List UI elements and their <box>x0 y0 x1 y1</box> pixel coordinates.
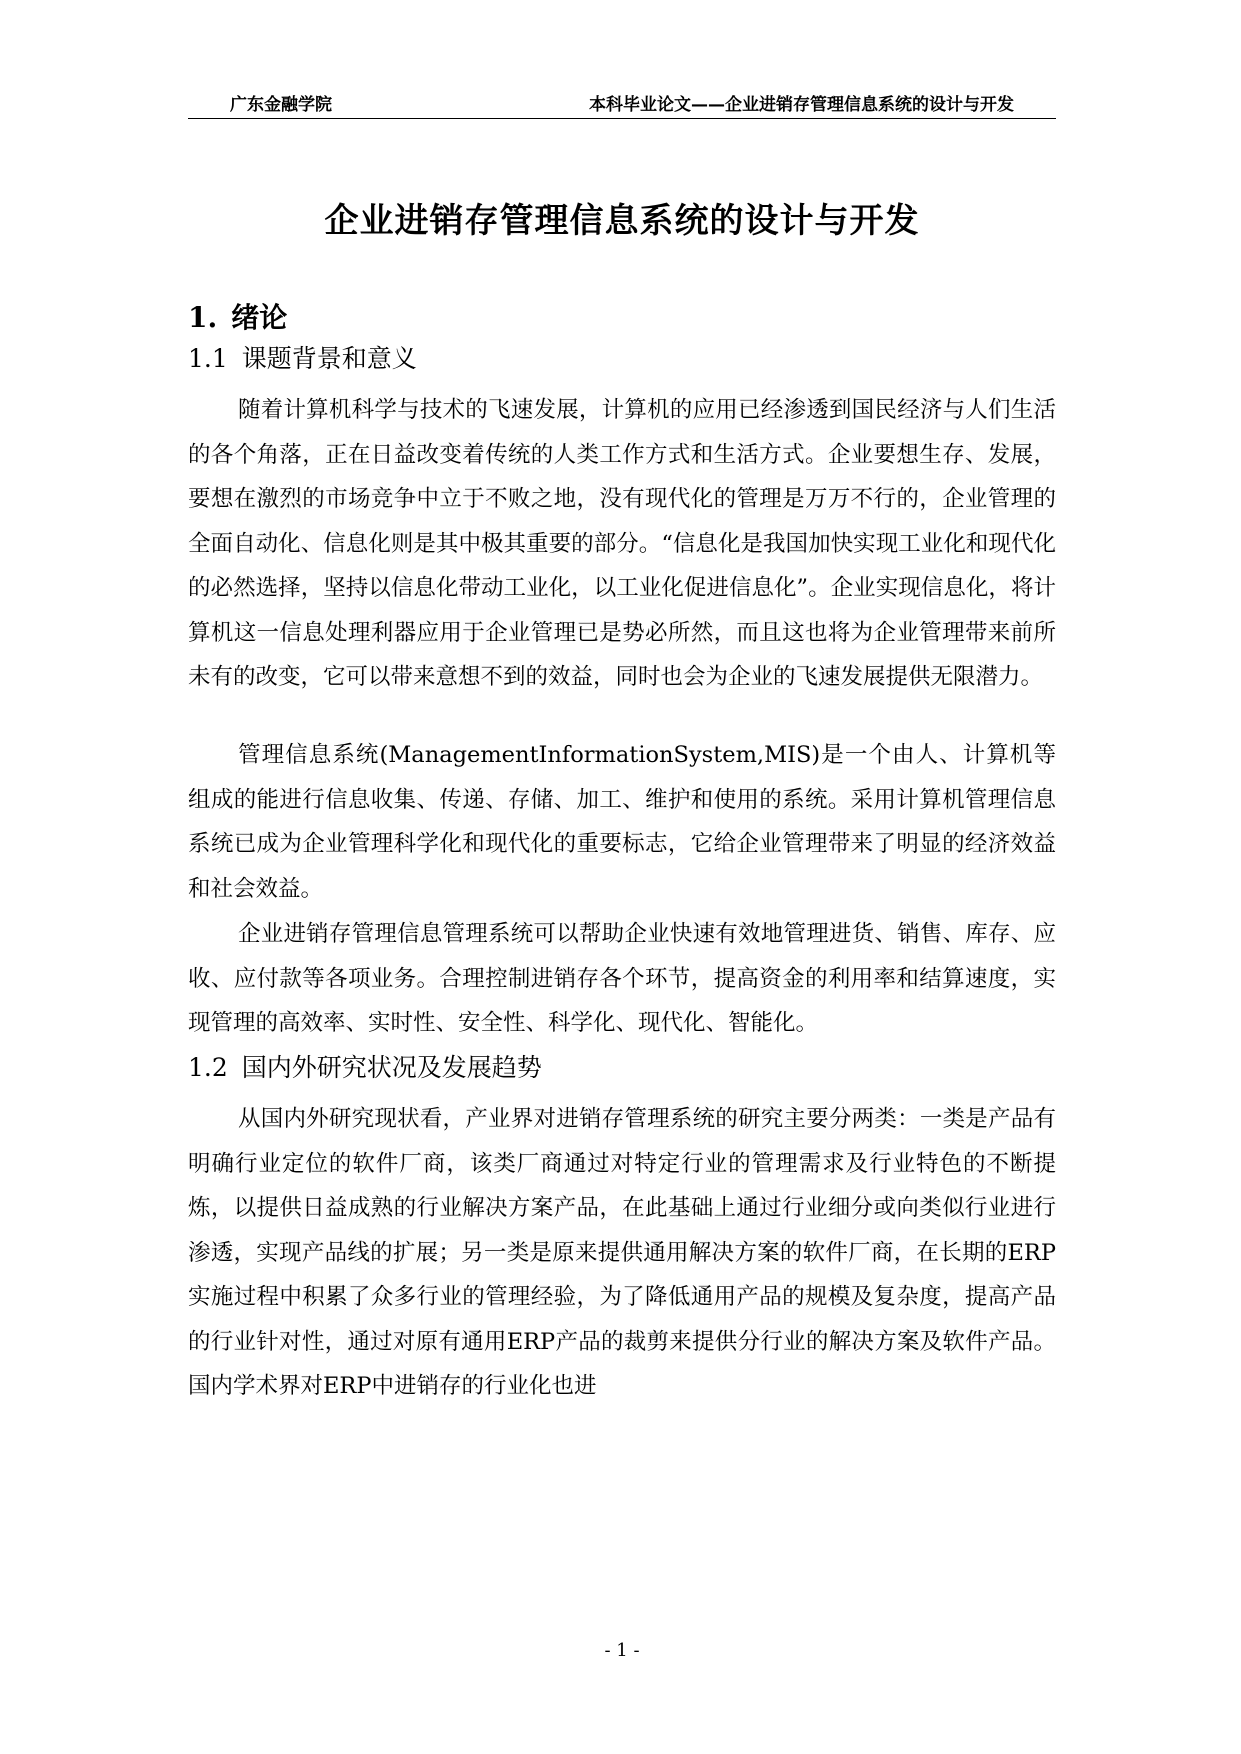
paragraph: 从国内外研究现状看，产业界对进销存管理系统的研究主要分两类：一类是产品有明确行业定位的软件厂商，该类厂商通过对特定行业的管理需求及行业特色的不断提炼，以提供日益成熟的行业解决方案产品，在此基础上通过行业细分或向类似行业进行渗透，实现产品线的扩展；另一类是原来提供通用解决方案的软件厂商，在长期的ERP实施过程中积累了众多行业的管理经验，为了降低通用产品的规模及复杂度，提高产品的行业针对性，通过对原有通用ERP产品的裁剪来提供分行业的解决方案及软件产品。国内学术界对ERP中进销存的行业化也进 <box>188 1106 1056 1399</box>
section-heading-1 <box>188 296 287 336</box>
section-title: 绪论 <box>231 301 288 334</box>
document-title: 企业进销存管理信息系统的设计与开发 <box>324 201 920 241</box>
subsection-number: 1.2 <box>188 1053 228 1082</box>
subsection-number: 1.1 <box>188 344 228 373</box>
header-thesis-title: 本科毕业论文——企业进销存管理信息系统的设计与开发 <box>589 95 1014 115</box>
subsection-heading-1-1 <box>188 339 417 375</box>
subsection-title: 国内外研究状况及发展趋势 <box>241 1053 542 1082</box>
page-number: - 1 - <box>604 1640 640 1661</box>
paragraph: 管理信息系统(ManagementInformationSystem,MIS)是一个由人、计算机等组成的能进行信息收集、传递、存储、加工、维护和使用的系统。采用计算机管理信息系统已成为企业管理科学化和现代化的重要标志，它给企业管理带来了明显的经济效益和社会效益。 <box>188 742 1056 902</box>
subsection-heading-1-2 <box>188 1048 542 1084</box>
subsection-title: 课题背景和意义 <box>241 344 417 373</box>
running-header <box>188 90 1056 119</box>
paragraph: 企业进销存管理信息管理系统可以帮助企业快速有效地管理进货、销售、库存、应收、应付款等各项业务。合理控制进销存各个环节，提高资金的利用率和结算速度，实现管理的高效率、实时性、安全性、科学化、现代化、智能化。 <box>188 921 1056 1036</box>
section-number: 1. <box>188 301 218 334</box>
header-institution: 广东金融学院 <box>230 95 332 115</box>
paragraph: 随着计算机科学与技术的飞速发展，计算机的应用已经渗透到国民经济与人们生活的各个角落，正在日益改变着传统的人类工作方式和生活方式。企业要想生存、发展，要想在激烈的市场竞争中立于不败之地，没有现代化的管理是万万不行的，企业管理的全面自动化、信息化则是其中极其重要的部分。“信息化是我国加快实现工业化和现代化的必然选择，坚持以信息化带动工业化，以工业化促进信息化”。企业实现信息化，将计算机这一信息处理利器应用于企业管理已是势必所然，而且这也将为企业管理带来前所未有的改变，它可以带来意想不到的效益，同时也会为企业的飞速发展提供无限潜力。 <box>188 397 1056 690</box>
